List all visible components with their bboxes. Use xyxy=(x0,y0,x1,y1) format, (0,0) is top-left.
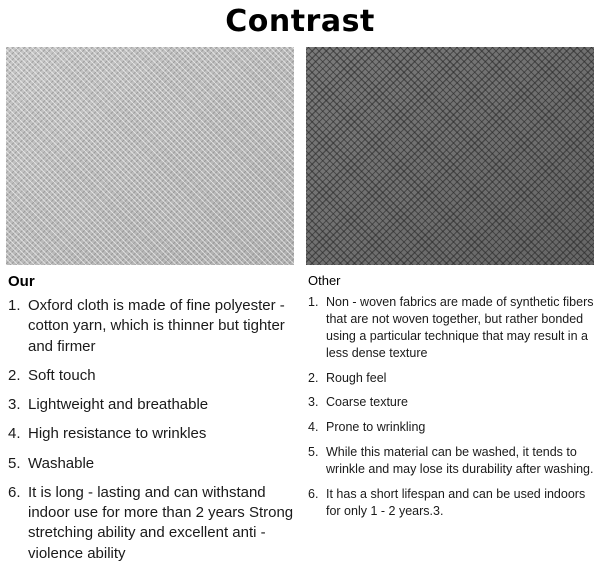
list-item: Washable xyxy=(28,454,95,472)
comparison-columns xyxy=(0,47,600,573)
list-item: Lightweight and breathable xyxy=(28,396,209,413)
list-item: Non - woven fabrics are made of synthetic fibers that are not woven together, but rather bonded using a particular technique that may result in a less dense texture xyxy=(326,295,594,360)
other-feature-list xyxy=(306,294,594,520)
list-item: Coarse texture xyxy=(326,395,408,410)
list-item: While this material can be washed, it tends to wrinkle and may lose its durability after washing. xyxy=(326,445,594,476)
column-other xyxy=(306,47,594,573)
list-item: Oxford cloth is made of fine polyester - cotton yarn, which is thinner but tighter and firmer xyxy=(28,297,285,355)
column-our xyxy=(6,47,294,573)
our-feature-list xyxy=(6,296,294,564)
list-item: Soft touch xyxy=(28,366,96,384)
list-item: Rough feel xyxy=(326,370,387,385)
comparison-page xyxy=(0,4,600,571)
non-woven-fabric-swatch xyxy=(306,47,594,265)
column-other-heading: Other xyxy=(308,273,341,288)
column-our-heading: Our xyxy=(8,273,35,290)
list-item: Prone to wrinkling xyxy=(326,420,426,435)
list-item: It has a short lifespan and can be used indoors for only 1 - 2 years.3. xyxy=(326,486,586,518)
list-item: High resistance to wrinkles xyxy=(28,425,207,443)
oxford-cloth-fabric-swatch xyxy=(6,47,294,265)
list-item: It is long - lasting and can withstand indoor use for more than 2 years Strong stretching ability and excellent anti - violence ability xyxy=(28,483,294,562)
page-title: Contrast xyxy=(225,4,375,39)
